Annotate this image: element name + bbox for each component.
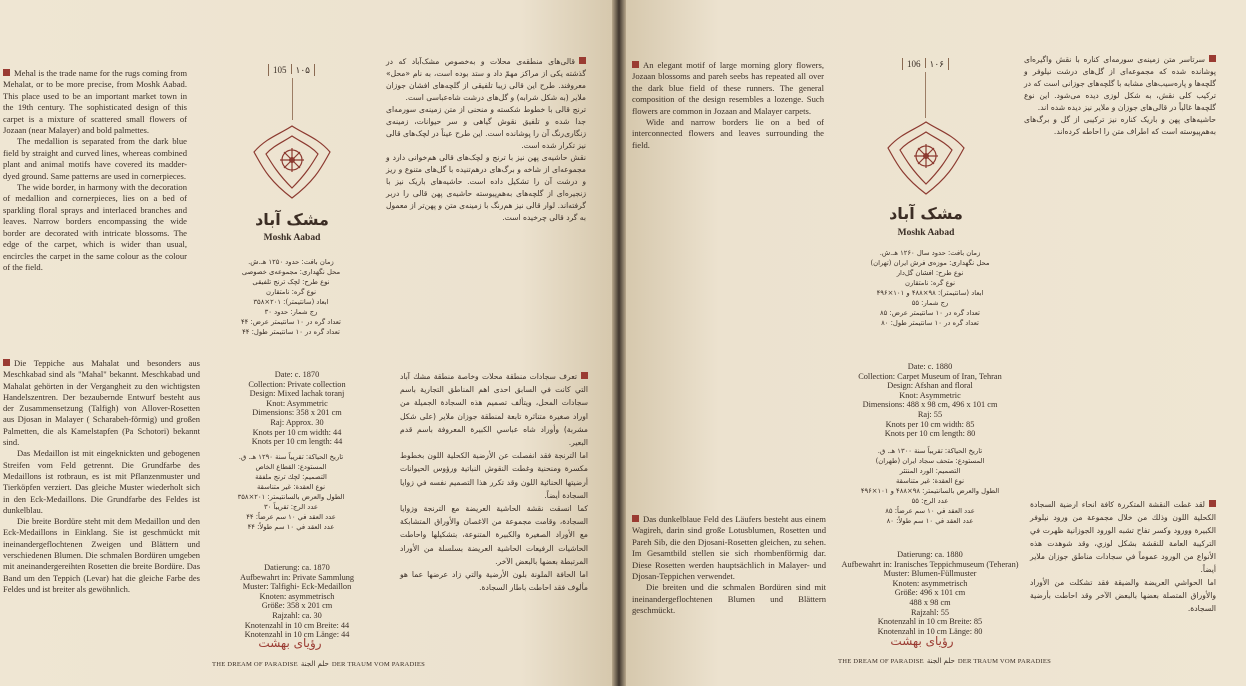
meta-line: نوع گره: نامتقارن <box>265 288 317 296</box>
meta-line: محل نگهداری: موزه‌ی فرش ایران (تهران) <box>870 259 990 267</box>
bullet-square-icon <box>1209 55 1216 62</box>
meta-line: Rajzahl: 55 <box>910 607 950 617</box>
english-text-left <box>3 68 187 273</box>
page-number <box>902 58 949 70</box>
meta-line: نوع گره: نامتقارن <box>904 279 956 287</box>
english-paragraph: The medallion is separated from the dark blue field by straight and curved lines, whereas combined plant and animal motifs have covered its madder-dyed ground. Same patterns are used in cornerpieces. <box>3 136 187 181</box>
meta-line: Größe: 358 x 201 cm <box>261 601 333 611</box>
english-paragraph: Mehal is the trade name for the rugs coming from Mehalat, or to be more precise, from Moshk Aabad. This place used to be an important market town in the 19th century. The sophisticated design of this carpet is a mixture of scattered small flowers of Jozaan (near Malayer) and bold palmettes. <box>3 68 187 136</box>
meta-line: Date: c. 1880 <box>907 362 953 371</box>
meta-line: Knots per 10 cm width: 85 <box>885 419 975 429</box>
meta-line: Raj: Approx. 30 <box>270 417 324 427</box>
meta-line: Knots per 10 cm width: 44 <box>252 427 342 437</box>
book-gutter <box>612 0 626 686</box>
english-paragraph: An elegant motif of large morning glory flowers, Jozaan blossoms and pareh seebs has repeated all over the dark blue field of these runners. The general composition of the design resembles a lozenge. Such flowers are common in Jozaan and Malayer carpets. <box>632 60 824 116</box>
meta-line: نوع العقدة: غير متناسقة <box>896 477 964 485</box>
footer-german: DER TRAUM VOM PARADIES <box>957 658 1051 665</box>
meta-line: 488 x 98 cm <box>909 597 951 607</box>
bullet-square-icon <box>632 515 639 522</box>
meta-line: عدد العقد في ۱۰ سم طولاً: ۸۰ <box>886 517 974 525</box>
meta-line: ابعاد (سانتیمتر): ۲۰۱×۳۵۸ <box>253 298 329 306</box>
footer-german: DER TRAUM VOM PARADIES <box>331 661 425 668</box>
bullet-square-icon <box>3 359 10 366</box>
meta-line: ابعاد (سانتیمتر): ۹۸×۴۸۸ و ۱۰۱×۴۹۶ <box>876 289 984 297</box>
meta-line: Design: Mixed lachak toranj <box>249 389 345 399</box>
meta-line: Dimensions: 358 x 201 cm <box>252 408 342 418</box>
meta-line: نوع العقدة: غير متناسقة <box>257 483 325 491</box>
meta-line: نوع طرح: افشان گل‌دار <box>896 269 964 277</box>
arabic-paragraph: اما الحافة الملونة بلون الأرضية والتي زاد عرضها عما هو مألوف فقد احاطت باطار السجادة. <box>400 570 588 593</box>
meta-line: تعداد گره در ۱۰ سانتیمتر طول: ۴۴ <box>242 328 340 336</box>
meta-line: رج شمار: ۵۵ <box>911 299 949 307</box>
meta-line: Muster: Talfighi- Eck-Medaillon <box>242 582 352 592</box>
metadata-persian <box>206 257 376 337</box>
footer-arabic: حلم الجنة <box>300 660 329 668</box>
page-number-persian: ۱۰۶ <box>929 59 945 69</box>
meta-line: Knots per 10 cm length: 44 <box>251 437 343 447</box>
footer-logo: رؤیای بهشت <box>890 634 954 648</box>
footer-logo: رؤیای بهشت <box>258 636 322 650</box>
meta-line: Collection: Carpet Museum of Iran, Tehran <box>858 371 1002 381</box>
meta-line: Raj: 55 <box>917 409 943 419</box>
persian-paragraph: قالی‌های منطقه‌ی محلات و به‌خصوص مشک‌آباد که در گذشته یکی از مراکز مهمّ داد و ستد بوده است، به نام «محل» معروفند. طرح این قالی زیبا تلفیقی از گلچه‌های افشان جوزان ملایر (به شکل شرابه) و گل‌های درشت شاه‌عباسی است. <box>386 57 586 102</box>
meta-line: عدد العقد في ۱۰ سم عرضاً: ۸۵ <box>885 507 975 515</box>
meta-line: التصميم: الورد المنتثر <box>899 467 961 475</box>
persian-text-left <box>386 56 586 224</box>
meta-line: Knotenzahl in 10 cm Breite: 85 <box>877 617 983 627</box>
metadata-german <box>212 563 382 640</box>
meta-line: Größe: 496 x 101 cm <box>894 588 966 598</box>
meta-line: Muster: Blumen-Füllmuster <box>883 569 977 579</box>
metadata-german <box>830 550 1030 636</box>
divider-line <box>925 72 926 118</box>
medallion-emblem-icon <box>880 118 972 198</box>
meta-line: Design: Afshan and floral <box>887 381 973 391</box>
meta-line: المستودع: القطاع الخاص <box>255 463 327 471</box>
bullet-square-icon <box>1209 500 1216 507</box>
arabic-paragraph: تعرف سجادات منطقة محلات وخاصة منطقة مشك آباد التي كانت في السابق احدى اهم المناطق التجارية باسم سجادات المحل، ويتألف تصميم هذه السجادة الجميلة من اوراد صغيرة متناثرة تابعة لمنطقة جوزان ملاير (على شكل مشربة) وأوراد شاه عباسي الكبيرة المعروفة باسم قدم البعير. <box>400 372 588 448</box>
page-number-persian: ۱۰۵ <box>295 65 311 75</box>
english-paragraph: Wide and narrow borders lie on a bed of interconnected flowers and leaves surrounding the field. <box>632 117 824 150</box>
meta-line: عدد العقد في ۱۰ سم عرضاً: ۴۴ <box>246 513 336 521</box>
metadata-arabic <box>838 446 1022 526</box>
meta-line: Knotenzahl in 10 cm Breite: 44 <box>244 620 350 630</box>
arabic-paragraph: لقد غطت النقشة المتكررة كافة انحاء ارضية السجادة الكحلية اللون وذلك من خلال مجموعة من ورود نيلوفر الكبيرة وورود وكسر تفاح تشبه الورود الجوزانية ظهرت في التركيبة العامة للنقشة بشكل لوزي، وقد شوهدت هذه الأنواع من الورود عموماً في سجادات مناطق جوزان ملاير أيضاً. <box>1030 500 1216 574</box>
german-paragraph: Das dunkelblaue Feld des Läufers besteht aus einem Wagireh, darin sind große Lotusblumen, Rosetten und Pareh Sib, die den Djosani-Rosetten gleichen, zu sehen. Im Gesamtbild stellen sie sich rhombenförmig dar. Diese Rosetten werden hauptsächlich in Malayer- und Djosan-Teppichen verwendet. <box>632 514 826 582</box>
title-english: Moshk Aabad <box>897 228 955 238</box>
medallion-emblem-icon <box>246 122 338 202</box>
left-page <box>0 0 612 686</box>
meta-line: Datierung: ca. 1880 <box>897 550 963 559</box>
meta-line: Knotenzahl in 10 cm Länge: 80 <box>877 626 983 636</box>
bullet-square-icon <box>581 372 588 379</box>
meta-line: نوع طرح: لچک ترنج تلفیقی <box>252 278 330 286</box>
meta-line: Knot: Asymmetric <box>899 390 961 400</box>
footer-english: THE DREAM OF PARADISE <box>838 658 924 665</box>
german-text-right <box>632 514 826 617</box>
german-text-left <box>3 358 200 595</box>
bullet-square-icon <box>3 69 10 76</box>
arabic-text-left <box>400 370 588 594</box>
persian-text-right <box>1024 54 1216 138</box>
meta-line: عدد الرج: ۵۵ <box>911 497 949 505</box>
meta-line: زمان بافت: حدود سال ۱۲۶۰ هـ.ش. <box>879 249 981 257</box>
bullet-square-icon <box>632 61 639 68</box>
persian-paragraph: حاشیه‌های پهن و باریک کناره نیز ترکیبی از گل و برگ‌های به‌هم‌پیوسته است که اطراف متن را احاطه کرده‌اند. <box>1024 115 1216 136</box>
meta-line: زمان بافت: حدود ۱۲۵۰ هـ.ش. <box>248 258 334 266</box>
meta-line: تعداد گره در ۱۰ سانتیمتر عرض: ۸۵ <box>880 309 980 317</box>
meta-line: Knoten: asymmetrisch <box>892 578 968 588</box>
arabic-paragraph: اما الترنجة فقد انفصلت عن الأرضية الكحلية اللون بخطوط مكسرة ومنحنية وغطت النقوش النباتية ورؤوس الحيوانات أرضيتها الحنائية اللون وقد تكرر هذا التصميم نفسه في زوايا السجادة أيضاً. <box>400 451 588 500</box>
metadata-english <box>212 370 382 447</box>
meta-line: تعداد گره در ۱۰ سانتیمتر طول: ۸۰ <box>881 319 979 327</box>
meta-line: عدد الرج: تقريباً ۳۰ <box>264 503 318 511</box>
meta-line: عدد العقد في ۱۰ سم طولاً: ۴۴ <box>247 523 335 531</box>
meta-line: Collection: Private collection <box>248 379 346 389</box>
meta-line: التصميم: لچك ترنج ملفقة <box>255 473 327 481</box>
meta-line: الطول والعرض بالسانتيمتر: ۲۰۱×۳۵۸ <box>237 493 345 501</box>
meta-line: Datierung: ca. 1870 <box>264 563 330 572</box>
meta-line: Knotenzahl in 10 cm Länge: 44 <box>244 630 350 640</box>
footer-series-title <box>212 660 425 668</box>
metadata-english <box>830 362 1030 439</box>
meta-line: Rajzahl: ca. 30 <box>272 610 322 620</box>
title-persian: مشک آباد <box>255 210 329 229</box>
page-number-latin: 105 <box>273 65 287 75</box>
meta-line: تعداد گره در ۱۰ سانتیمتر عرض: ۴۴ <box>241 318 341 326</box>
german-paragraph: Die Teppiche aus Mahalat und besonders aus Meschkabad sind als "Mahal" bekannt. Meschkabad und Mahalat gehörten in der Vergangheit zu den wichtigsten Handelszentren. Der bezaubernde Entwurf besteht aus der Zusammensetzung (Talfigh) von Allover-Rosetten aus Djosan in Malayer ( Scharabeh-förmig) und großen Palmetten, die als Kamelstapfen (Pa Schotori) bekannt sind. <box>3 358 200 448</box>
german-paragraph: Die breiten und die schmalen Bordüren sind mit ineinandergeflochtenen Blumen und Blättern geschmückt. <box>632 582 826 616</box>
right-page <box>626 0 1246 686</box>
title-english: Moshk Aabad <box>263 233 321 243</box>
persian-paragraph: ترنج قالی با خطوط شکسته و منحنی از متن زمینه‌ی سورمه‌ای جدا شده و تلفیق نقوش گیاهی و سر حیوانات، زمینه‌ی زنگاری‌رنگ آن را پوشانده است. این طرح عیناً در لچک‌های قالی نیز تکرار شده است. <box>386 105 586 150</box>
footer-english: THE DREAM OF PARADISE <box>212 661 298 668</box>
english-paragraph: The wide border, in harmony with the decoration of medallion and cornerpieces, lies on a bed of sparkling floral sprays and interlaced branches and leaves. Narrow borders encompassing the wide border are decorated with intricate blossoms. The edge of the carpet, which is wider than usual, encircles the carpet in the same colour as the colour of the field. <box>3 182 187 272</box>
arabic-paragraph: كما انسقت نقشة الحاشية العريضة مع الترنجة وزوايا السجادة، وقامت مجموعة من الاغصان والأوراق المتشابكة مع الأوراد الصغيرة والكبيرة المتنوعة، بتشكيلها واحاطت الحاشيات الرفيعات الحاشية العريضة بسلسلة من الأوراد المرتبطة بعضها بالبعض الآخر. <box>400 504 588 566</box>
persian-paragraph: سرتاسر متن زمینه‌ی سورمه‌ای کناره با نقش واگیره‌ای پوشانده شده که مجموعه‌ای از گل‌های درشت نیلوفر و گلچه‌ها و پاره‌سیب‌های مشابه با گلچه‌های جوزانی است که در ترکیب کلی نقش، به شکل لوزی دیده می‌شود. این نوع گلچه‌ها غالباً در قالی‌های جوزان و ملایر نیز دیده شده اند. <box>1024 55 1216 112</box>
meta-line: Knot: Asymmetric <box>266 398 328 408</box>
metadata-persian <box>838 248 1022 328</box>
meta-line: Knots per 10 cm length: 80 <box>884 429 976 439</box>
meta-line: محل نگهداری: مجموعه‌ی خصوصی <box>241 268 341 276</box>
meta-line: Dimensions: 488 x 98 cm, 496 x 101 cm <box>862 400 998 410</box>
german-paragraph: Das Medaillon ist mit eingeknickten und gebogenen Streifen vom Feld getrennt. Die Grundfarbe des Medaillons ist rotbraun, es ist mit Pflanzenmuster und Tierköpfen verziert. Das gleiche Muster wiederholt sich in den Eck-Medaillons. Die Grundfarbe des Feldes ist dunkelblau. <box>3 448 200 515</box>
footer-arabic: حلم الجنة <box>926 657 955 665</box>
meta-line: Date: c. 1870 <box>274 370 320 379</box>
footer-series-title <box>838 657 1051 665</box>
meta-line: تاريخ الحياكة: تقريباً سنة ۱۲۹۰ هـ. ق. <box>238 453 344 461</box>
english-text-right <box>632 60 824 151</box>
arabic-text-right <box>1030 498 1216 615</box>
page-number <box>268 64 315 76</box>
page-number-latin: 106 <box>907 59 921 69</box>
meta-line: Aufbewahrt in: Iranisches Teppichmuseum (Teheran) <box>841 559 1019 569</box>
metadata-arabic <box>206 452 376 532</box>
arabic-paragraph: اما الحواشي العريضة والضيقة فقد تشكلت من الأوراد والأوراق المتصلة بعضها بالبعض الآخر وقد احاطت بأرضية السجادة. <box>1030 578 1216 613</box>
meta-line: الطول والعرض بالسانتيمتر: ۹۸×۴۸۸ و ۱۰۱×۴۹۶ <box>860 487 1000 495</box>
meta-line: Knoten: asymmetrisch <box>259 591 335 601</box>
bullet-square-icon <box>579 57 586 64</box>
meta-line: رج شمار: حدود ۳۰ <box>264 308 318 316</box>
persian-paragraph: نقش حاشیه‌ی پهن نیز با ترنج و لچک‌های قالی هم‌خوانی دارد و مجموعه‌ای از شاخه و برگ‌های درهم‌تنیده با گل‌های متنوع و ریز و درشت آن را تشکیل داده است. حاشیه‌های باریک نیز با زنجیره‌ای از گلچه‌های به‌هم‌پیوسته حاشیه‌ی پهن قالی را دربر گرفته‌اند. لوار قالی نیز هم‌رنگ با زمینه‌ی متن و پهن‌تر از معمول به گرد قالی چرخیده است. <box>386 153 586 222</box>
german-paragraph: Die breite Bordüre steht mit dem Medaillon und den Eck-Medaillons in Einklang. Sie ist geschmückt mit ineinandergeflochtenen Zweigen und Blättern und verschiedenen Blumen. Die schmalen Bordüren umgeben mit aneinandergereihten Rosetten die breite Bordüre. Das Band um den Teppich (Levar) hat die gleiche Farbe des Feldes und ist breiter als gewöhnlich. <box>3 516 200 594</box>
meta-line: تاريخ الحياكة: تقريباً سنة ۱۳۰۰ هـ. ق. <box>877 447 983 455</box>
divider-line <box>292 78 293 120</box>
title-persian: مشک آباد <box>889 204 963 223</box>
meta-line: Aufbewahrt in: Private Sammlung <box>239 572 355 582</box>
meta-line: المستودع: متحف سجاد ايران (طهران) <box>875 457 985 465</box>
